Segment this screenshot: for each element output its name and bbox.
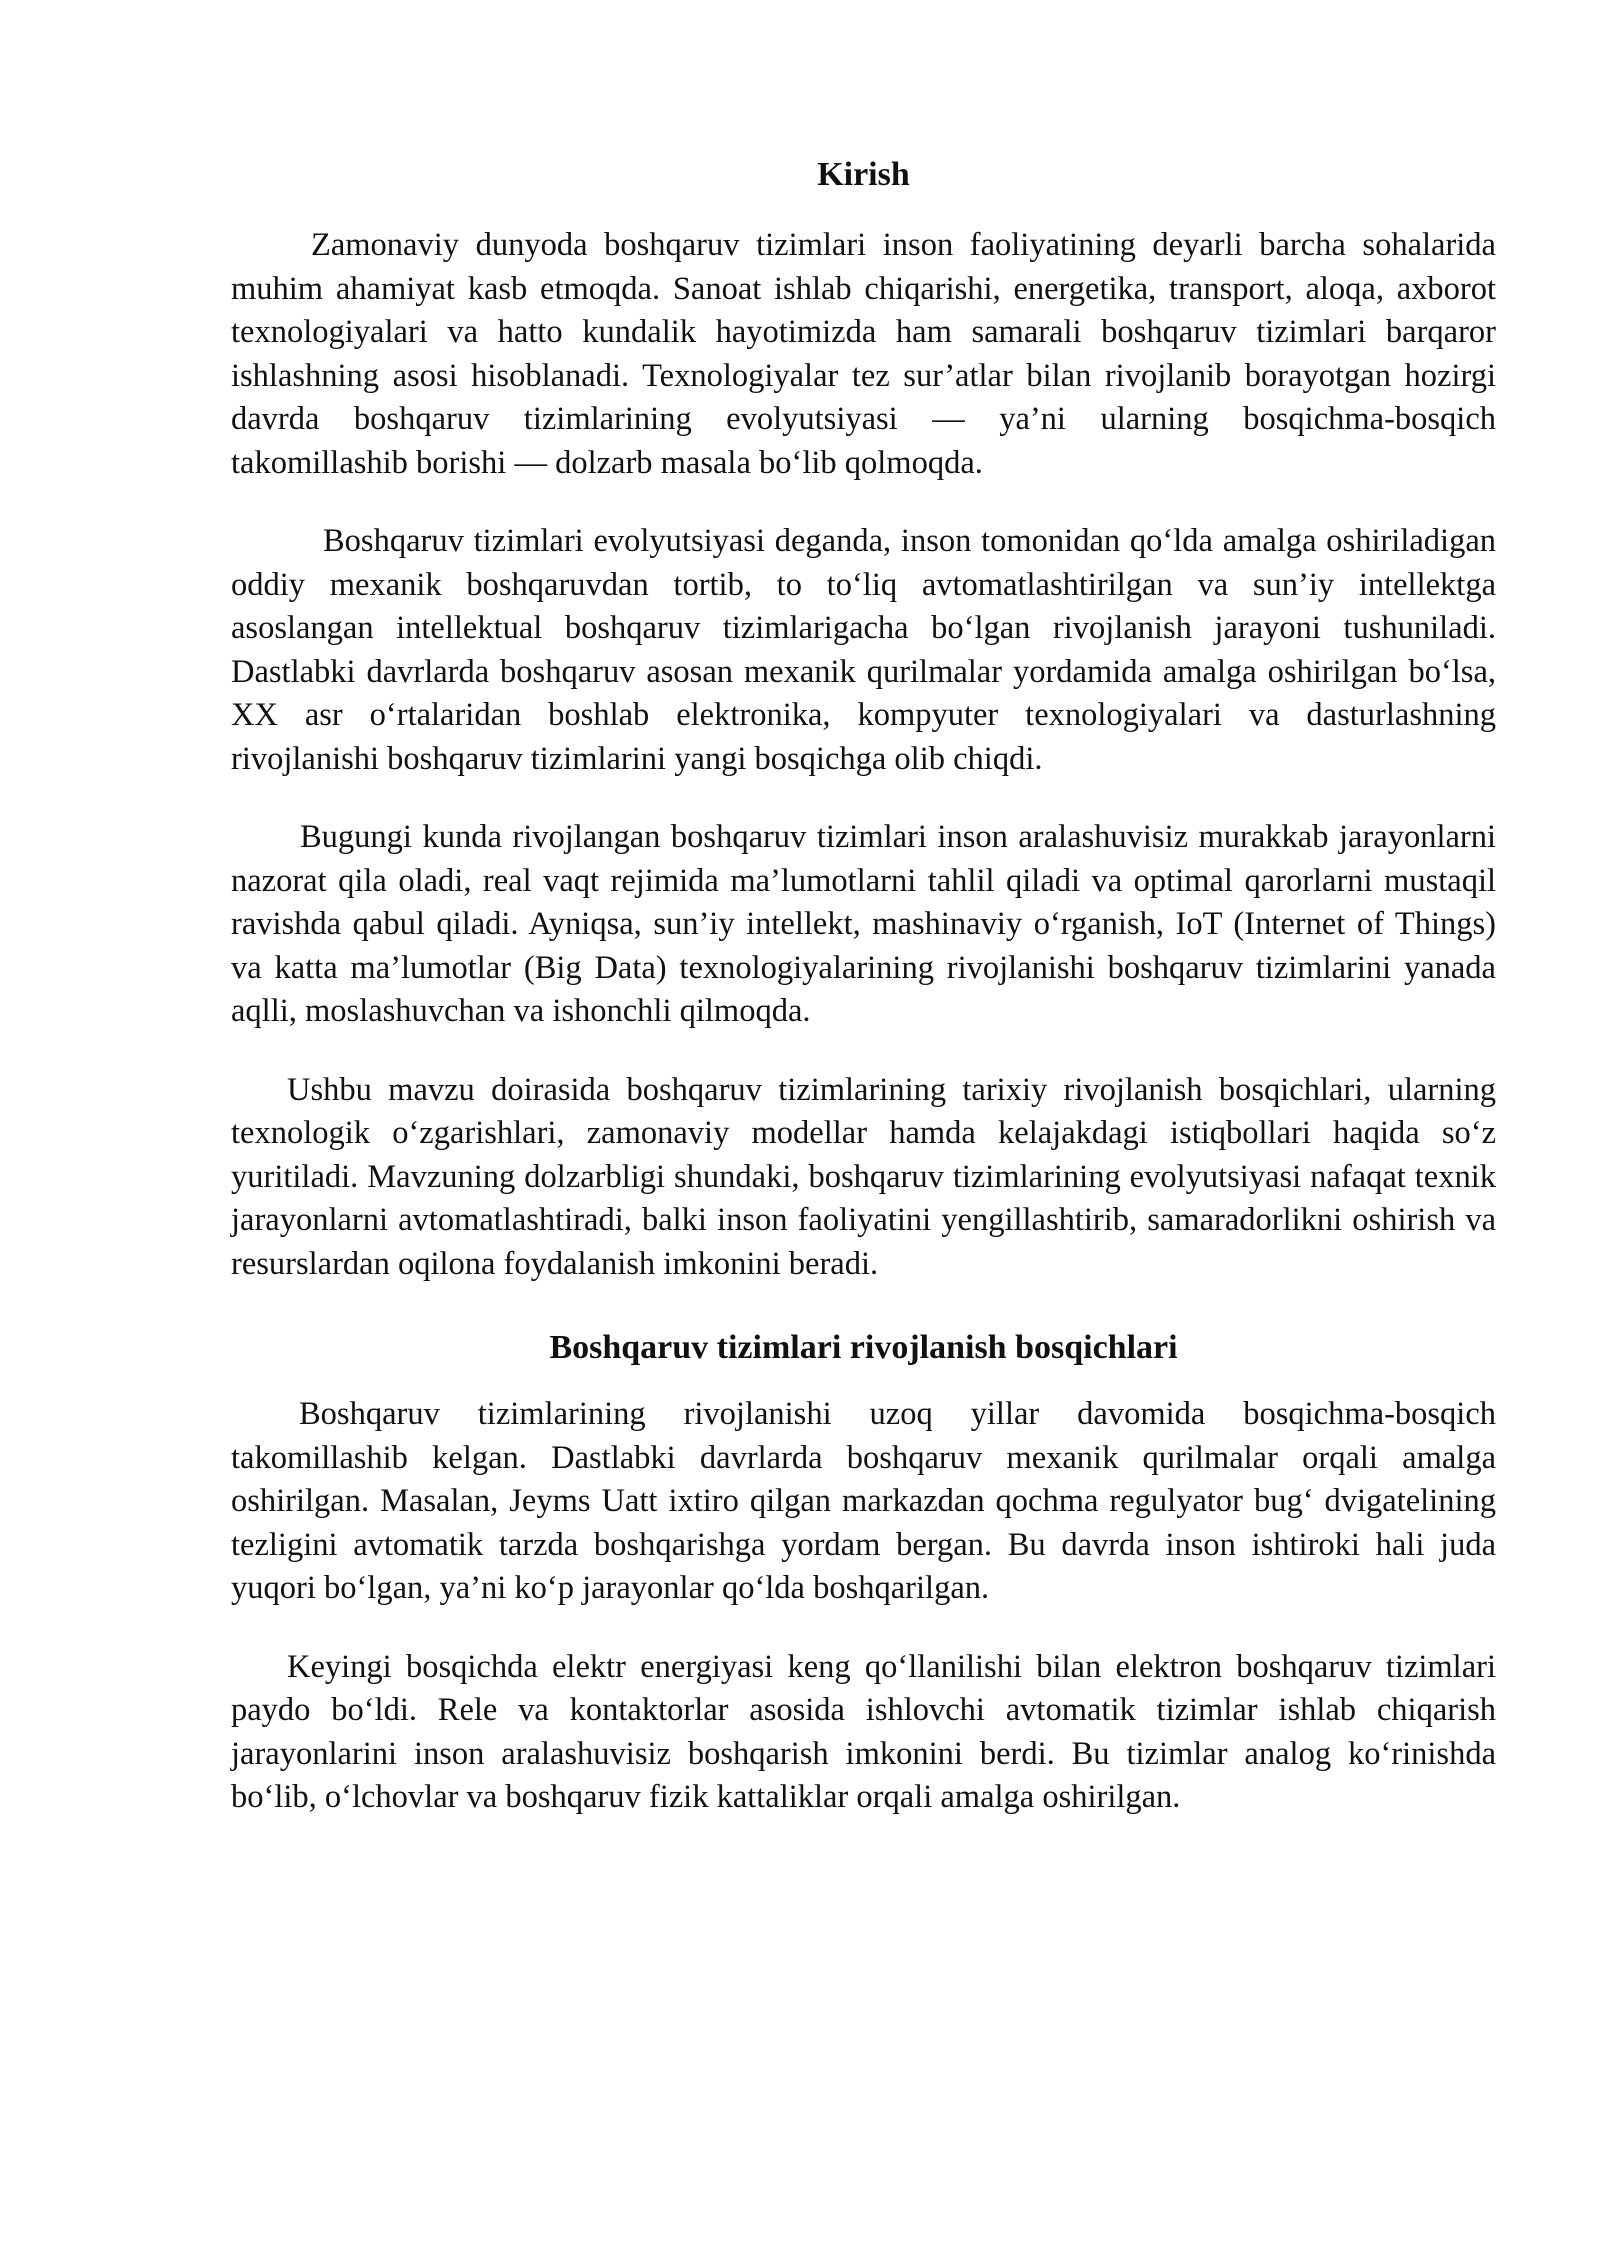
intro-paragraph-4: Ushbu mavzu doirasida boshqaruv tizimlarining tarixiy rivojlanish bosqichlari, ularning texnologik o‘zgarishlari, zamonaviy modellar hamda kelajakdagi istiqbollari haqida so‘z yuritiladi. Mavzuning dolzarbligi shundaki, boshqaruv tizimlarining evolyutsiyasi nafaqat texnik jarayonlarni avtomatlashtiradi, balki inson faoliyatini yengillashtirib, samaradorlikni oshirish va resurslardan oqilona foydalanish imkonini beradi. xyxy=(231,1071,1496,1282)
section-heading: Boshqaruv tizimlari rivojlanish bosqichlari xyxy=(549,1329,1178,1366)
document-body xyxy=(231,148,1496,1855)
intro-paragraph-2: Boshqaruv tizimlari evolyutsiyasi deganda, inson tomonidan qo‘lda amalga oshiriladigan oddiy mexanik boshqaruvdan tortib, to to‘liq avtomatlashtirilgan va sun’iy intellektga asoslangan intellektual boshqaruv tizimlarigacha bo‘lgan rivojlanish jarayoni tushuniladi. Dastlabki davrlarda boshqaruv asosan mexanik qurilmalar yordamida amalga oshirilgan bo‘lsa, XX asr o‘rtalaridan boshlab elektronika, kompyuter texnologiyalari va dasturlashning rivojlanishi boshqaruv tizimlarini yangi bosqichga olib chiqdi. xyxy=(231,523,1496,777)
intro-paragraph-3: Bugungi kunda rivojlangan boshqaruv tizimlari inson aralashuvisiz murakkab jarayonlarni nazorat qila oladi, real vaqt rejimida ma’lumotlarni tahlil qiladi va optimal qarorlarni mustaqil ravishda qabul qiladi. Ayniqsa, sun’iy intellekt, mashinaviy o‘rganish, IoT (Internet of Things) va katta ma’lumotlar (Big Data) texnologiyalarining rivojlanishi boshqaruv tizimlarini yanada aqlli, moslashuvchan va ishonchli qilmoqda. xyxy=(231,819,1496,1029)
intro-paragraph-1: Zamonaviy dunyoda boshqaruv tizimlari inson faoliyatining deyarli barcha sohalarida muhim ahamiyat kasb etmoqda. Sanoat ishlab chiqarishi, energetika, transport, aloqa, axborot texnologiyalari va hatto kundalik hayotimizda ham samarali boshqaruv tizimlari barqaror ishlashning asosi hisoblanadi. Texnologiyalar tez sur’atlar bilan rivojlanib borayotgan hozirgi davrda boshqaruv tizimlarining evolyutsiyasi — ya’ni ularning bosqichma-bosqich takomillashib borishi — dolzarb masala bo‘lib qolmoqda. xyxy=(231,227,1496,481)
section-paragraph-2: Keyingi bosqichda elektr energiyasi keng qo‘llanilishi bilan elektron boshqaruv tizimlari paydo bo‘ldi. Rele va kontaktorlar asosida ishlovchi avtomatik tizimlar ishlab chiqarish jarayonlarini inson aralashuvisiz boshqarish imkonini berdi. Bu tizimlar analog ko‘rinishda bo‘lib, o‘lchovlar va boshqaruv fizik kattaliklar orqali amalga oshirilgan. xyxy=(231,1648,1496,1815)
document-title: Kirish xyxy=(817,156,910,193)
section-paragraph-1: Boshqaruv tizimlarining rivojlanishi uzoq yillar davomida bosqichma-bosqich takomillashib kelgan. Dastlabki davrlarda boshqaruv mexanik qurilmalar orqali amalga oshirilgan. Masalan, Jeyms Uatt ixtiro qilgan markazdan qochma regulyator bug‘ dvigatelining tezligini avtomatik tarzda boshqarishga yordam bergan. Bu davrda inson ishtiroki hali juda yuqori bo‘lgan, ya’ni ko‘p jarayonlar qo‘lda boshqarilgan. xyxy=(231,1396,1496,1606)
